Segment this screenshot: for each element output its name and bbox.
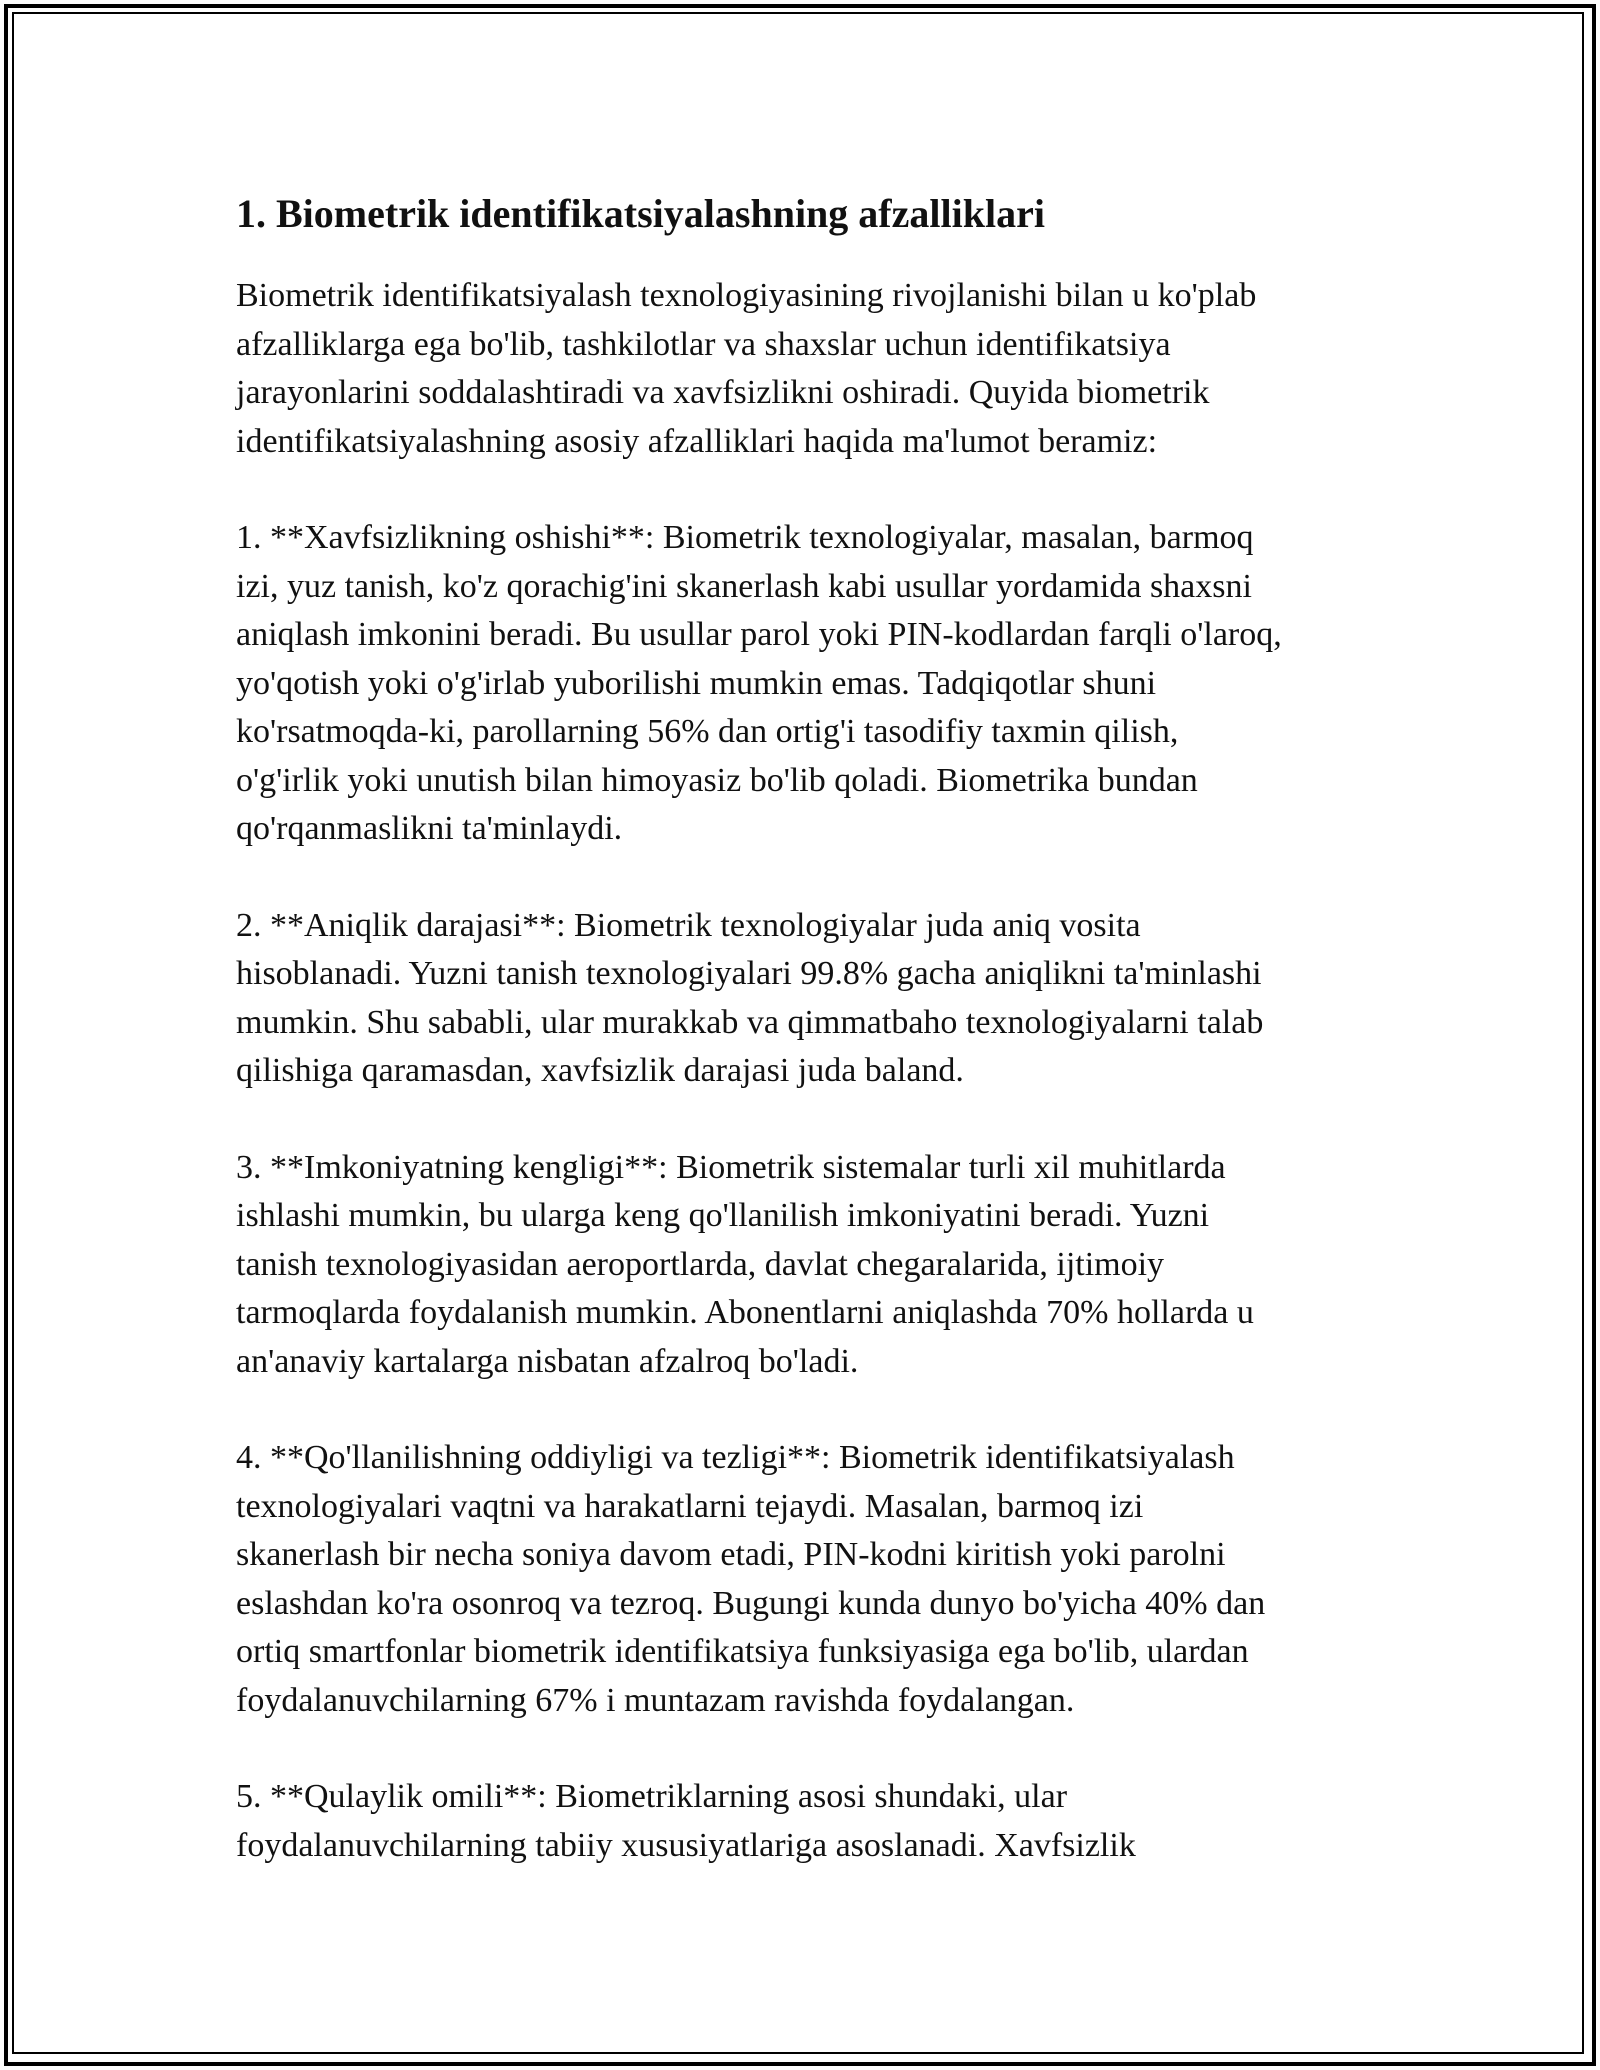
text-line: mumkin. Shu sababli, ular murakkab va qimmatbaho texnologiyalarni talab [236, 1003, 1264, 1041]
text-line: texnologiyalari vaqtni va harakatlarni tejaydi. Masalan, barmoq izi [236, 1487, 1144, 1525]
paragraph-point-3 [236, 1144, 1376, 1387]
text-line: an'anaviy kartalarga nisbatan afzalroq bo'ladi. [236, 1342, 859, 1380]
text-line: foydalanuvchilarning tabiiy xususiyatlariga asoslanadi. Xavfsizlik [236, 1826, 1136, 1864]
text-line: tarmoqlarda foydalanish mumkin. Abonentlarni aniqlashda 70% hollarda u [236, 1294, 1254, 1331]
paragraph-point-2 [236, 902, 1376, 1096]
text-line: aniqlash imkonini beradi. Bu usullar parol yoki PIN-kodlardan farqli o'laroq, [236, 616, 1282, 653]
section-heading: 1. Biometrik identifikatsiyalashning afzalliklari [236, 191, 1045, 236]
text-line: o'g'irlik yoki unutish bilan himoyasiz bo'lib qoladi. Biometrika bundan [236, 761, 1198, 799]
text-line: foydalanuvchilarning 67% i muntazam ravishda foydalangan. [236, 1681, 1075, 1719]
document-body [236, 186, 1376, 1918]
text-line: ko'rsatmoqda-ki, parollarning 56% dan ortig'i tasodifiy taxmin qilish, [236, 713, 1179, 750]
text-line: identifikatsiyalashning asosiy afzalliklari haqida ma'lumot beramiz: [236, 422, 1158, 460]
paragraph-point-5 [236, 1773, 1376, 1870]
text-line: afzalliklarga ega bo'lib, tashkilotlar va shaxslar uchun identifikatsiya [236, 325, 1171, 363]
text-line: qo'rqanmaslikni ta'minlaydi. [236, 810, 623, 847]
text-line: ortiq smartfonlar biometrik identifikatsiya funksiyasiga ega bo'lib, ulardan [236, 1633, 1249, 1670]
text-line: 3. **Imkoniyatning kengligi**: Biometrik sistemalar turli xil muhitlarda [236, 1148, 1226, 1186]
text-line: yo'qotish yoki o'g'irlab yuborilishi mumkin emas. Tadqiqotlar shuni [236, 664, 1157, 702]
text-line: 5. **Qulaylik omili**: Biometriklarning asosi shundaki, ular [236, 1778, 1068, 1815]
text-line: 4. **Qo'llanilishning oddiyligi va tezligi**: Biometrik identifikatsiyalash [236, 1439, 1235, 1476]
text-line: 2. **Aniqlik darajasi**: Biometrik texnologiyalar juda aniq vosita [236, 906, 1141, 944]
text-line: izi, yuz tanish, ko'z qorachig'ini skanerlash kabi usullar yordamida shaxsni [236, 567, 1252, 605]
text-line: eslashdan ko'ra osonroq va tezroq. Bugungi kunda dunyo bo'yicha 40% dan [236, 1584, 1266, 1622]
paragraph-point-1 [236, 514, 1376, 854]
text-line: Biometrik identifikatsiyalash texnologiyasining rivojlanishi bilan u ko'plab [236, 277, 1257, 314]
text-line: ishlashi mumkin, bu ularga keng qo'llanilish imkoniyatini beradi. Yuzni [236, 1197, 1210, 1234]
text-line: qilishiga qaramasdan, xavfsizlik darajasi juda baland. [236, 1052, 964, 1089]
text-line: hisoblanadi. Yuzni tanish texnologiyalari 99.8% gacha aniqlikni ta'minlashi [236, 955, 1262, 992]
paragraph-intro [236, 272, 1376, 466]
text-line: tanish texnologiyasidan aeroportlarda, davlat chegaralarida, ijtimoiy [236, 1245, 1165, 1283]
paragraph-point-4 [236, 1434, 1376, 1725]
text-line: jarayonlarini soddalashtiradi va xavfsizlikni oshiradi. Quyida biometrik [236, 374, 1210, 411]
text-line: skanerlash bir necha soniya davom etadi, PIN-kodni kiritish yoki parolni [236, 1536, 1226, 1573]
text-line: 1. **Xavfsizlikning oshishi**: Biometrik texnologiyalar, masalan, barmoq [236, 519, 1254, 556]
